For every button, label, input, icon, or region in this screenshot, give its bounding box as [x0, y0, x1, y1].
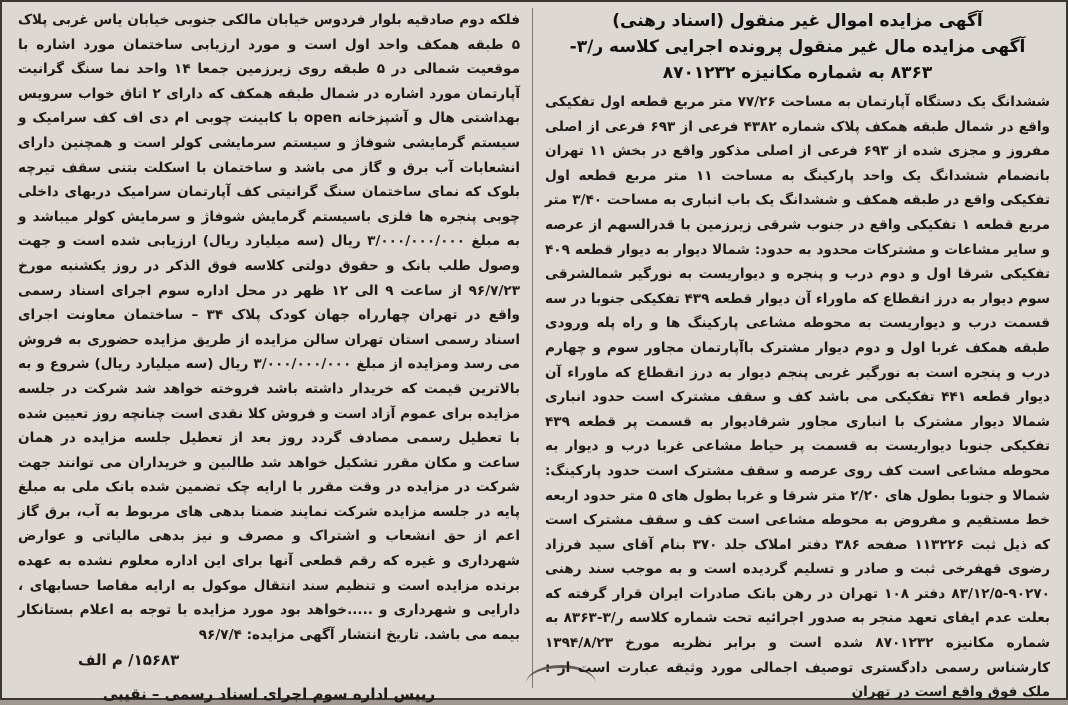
notice-title-line-3: ۸۳۶۳ به شماره مکانیزه ۸۷۰۱۲۳۲ [662, 63, 933, 83]
notice-columns [8, 8, 1060, 704]
notice-body-right: ششدانگ یک دستگاه آپارتمان به مساحت ۷۷/۲۶ متر مربع قطعه اول تفکیکی واقع در شمال طبقه همکف پلاک شماره ۴۳۸۲ فرعی از ۶۹۳ فرعی از اصلی مفروز و مجزی شده از ۶۹۳ فرعی از اصلی مذکور واقع در بخش ۱۱ تهران بانضمام ششدانگ یک واحد پارکینگ به مساحت ۱۱ متر مربع قطعه اول تفکیکی واقع در طبقه همکف و ششدانگ یک باب انباری به مساحت ۳/۴۰ متر مربع قطعه ۱ تفکیکی واقع در جنوب شرقی زیرزمین با قدرالسهم از عرصه و سایر مشاعات و مشترکات محدود به حدود: شمالا دیوار به دیوار قطعه ۴۰۹ تفکیکی شرقا اول و دوم درب و پنجره و دیواریست به نورگیر شمالشرقی سوم دیوار به درز انقطاع که ماوراء آن دیوار قطعه ۴۳۹ تفکیکی جنوبا در سه قسمت درب و دیواریست به محوطه مشاعی پارکینگ ها و راه پله ورودی طبقه همکف غربا اول و دوم دیوار مشترک باآپارتمان مجاور سوم و چهارم درب و پنجره است به نورگیر غربی پنجم دیوار به درز انقطاع که ماوراء آن دیوار قطعه ۴۴۱ تفکیکی می باشد کف و سقف مشترک است حدود انباری شمالا دیوار مشترک با انباری مجاور شرقادیوار به قسمت پر قطعه ۴۳۹ تفکیکی جنوبا دیواریست به قسمت پر حیاط مشاعی غربا درب و دیوار به محوطه مشاعی است کف روی عرصه و سقف مشترک است حدود پارکینگ: شمالا و جنوبا بطول های ۲/۲۰ متر شرقا و غربا بطول های ۵ متر حدود اربعه خط مستقیم و مفروض به محوطه مشاعی است کف و سقف مشترک است که ذیل ثبت ۱۱۳۲۲۶ صفحه ۳۸۶ دفتر املاک جلد ۳۷۰ بنام آقای سید فرزاد رضوی قهفرخی ثبت و صادر و تسلیم گردیده است و به موجب سند رهنی ۹۰۲۷۰-۸۳/۱۲/۵ دفتر ۱۰۸ تهران در رهن بانک صادرات ایران قرار گرفته که بعلت عدم ایفای تعهد منجر به صدور اجرائیه تحت شماره کلاسه ر/۳-۸۳۶۳ به شماره مکانیزه ۸۷۰۱۲۳۲ شده است و برابر نظریه مورخ ۱۳۹۴/۸/۲۳ کارشناس رسمی دادگستری توصیف اجمالی مورد وثیقه عبارت است از : ملک فوق واقع است در تهران [545, 94, 1051, 701]
notice-body-left: فلکه دوم صادقیه بلوار فردوس خیابان مالکی جنوبی خیابان یاس غربی پلاک ۵ طبقه همکف واحد اول است و مورد ارزیابی ساختمان مورد اشاره با موقعیت شمالی در ۵ طبقه روی زیرزمین جمعا ۱۴ واحد نما سنگ گرانیت آپارتمان مورد اشاره در شمال طبقه همکف که دارای ۲ اتاق خواب سرویس بهداشتی هال و آشپزخانه open با کابینت چوبی ام دی اف کف سرامیک و سیستم گرمایشی شوفاژ و سیستم سرمایشی کولر است و همچنین دارای انشعابات آب برق و گاز می باشد و ساختمان با اسکلت بتنی سقف تیرچه بلوک که نمای ساختمان سنگ گرانیتی کف آپارتمان سرامیک دربهای داخلی چوبی پنجره ها فلزی باسیستم گرمایش شوفاژ و سرمایش کولر میباشد و به مبلغ ۳/۰۰۰/۰۰۰/۰۰۰ ریال (سه میلیارد ریال) ارزیابی شده است و جهت وصول طلب بانک و حقوق دولتی کلاسه فوق الذکر در روز یکشنبه مورخ ۹۶/۷/۲۳ از ساعت ۹ الی ۱۲ ظهر در محل اداره سوم اجرای اسناد رسمی واقع در تهران چهارراه جهان کودک پلاک ۳۴ – ساختمان معاونت اجرای اسناد رسمی استان تهران سالن مزایده از طریق مزایده حضوری به فروش می رسد ومزایده از مبلغ ۳/۰۰۰/۰۰۰/۰۰۰ ریال (سه میلیارد ریال) شروع و به بالاترین قیمت که خریدار داشته باشد فروخته خواهد شد شرکت در جلسه مزایده برای عموم آزاد است و فروش کلا نقدی است چنانچه روز تعیین شده با تعطیل رسمی مصادف گردد روز بعد از تعطیل جلسه مزایده در همان ساعت و مکان مقرر تشکیل خواهد شد طالبین و خریداران می توانند جهت شرکت در مزایده در وقت مقرر با ارایه چک تضمین شده بانک ملی به مبلغ پایه در جلسه مزایده شرکت نمایند ضمنا بدهی های مربوط به آب، برق گاز اعم از حق انشعاب و اشتراک و مصرف و نیز بدهی مالیاتی و عوارض شهرداری و غیره که رقم قطعی آنها برای این اداره معلوم نشده به عهده برنده مزایده است و تنظیم سند انتقال موکول به ارایه مفاصا حسابهای ، دارایی و شهرداری و .....خواهد بود مورد مزایده با توجه به اعلام بستانکار بیمه می باشد. تاریخ انتشار آگهی مزایده: ۹۶/۷/۴ [18, 12, 521, 643]
notice-column-right [532, 8, 1060, 701]
notice-title-line-2: آگهی مزایده مال غیر منقول پرونده اجرایی کلاسه ر/۳- [569, 37, 1026, 57]
notice-title [545, 8, 1050, 86]
notice-reference-number: ۱۵۶۸۳/ م الف [78, 651, 180, 670]
stamp-mark-icon [526, 665, 596, 702]
notice-column-left [8, 8, 532, 704]
notice-title-line-1: آگهی مزایده اموال غیر منقول (اسناد رهنی) [612, 11, 983, 31]
notice-signature: رییس اداره سوم اجرای اسناد رسمی – نقیبی [102, 685, 436, 704]
